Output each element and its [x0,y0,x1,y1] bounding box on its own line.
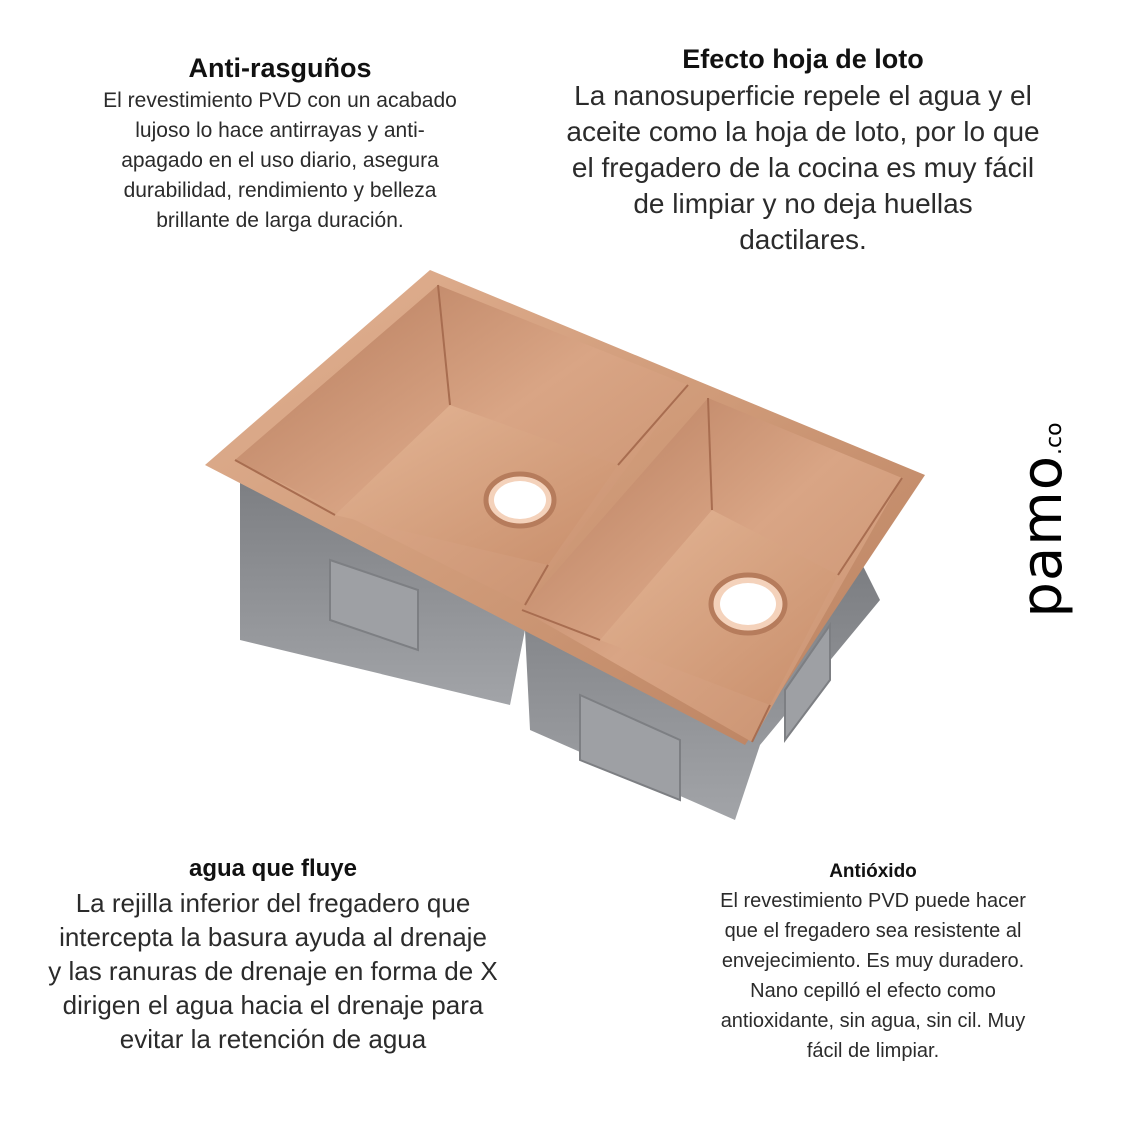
feature-description: El revestimiento PVD puede hacer que el fregadero sea resistente al envejecimiento. Es muy duradero. Nano cepilló el efecto como antioxidante, sin agua, sin cil. Muy fácil de limpiar. [720,890,1026,1062]
pamo-logo [1010,380,1075,660]
feature-description: La rejilla inferior del fregadero que intercepta la basura ayuda al drenaje y las ranuras de drenaje en forma de X dirigen el agua hacia el drenaje para evitar la retención de agua [48,888,498,1054]
logo-domain: .co [1042,422,1067,455]
feature-description: La nanosuperficie repele el agua y el aceite como la hoja de loto, por lo que el fregadero de la cocina es muy fácil de limpiar y no deja huellas dactilares. [566,80,1040,255]
feature-title: agua que fluye [188,855,358,882]
feature-title: Anti-rasguños [188,53,372,83]
logo-text: pamo [1010,454,1075,618]
feature-title: Efecto hoja de loto [682,44,924,74]
feature-title: Antióxido [829,861,917,882]
feature-description: El revestimiento PVD con un acabado lujoso lo hace antirrayas y anti- apagado en el uso diario, asegura durabilidad, rendimiento y belleza brillante de larga duración. [103,89,457,232]
